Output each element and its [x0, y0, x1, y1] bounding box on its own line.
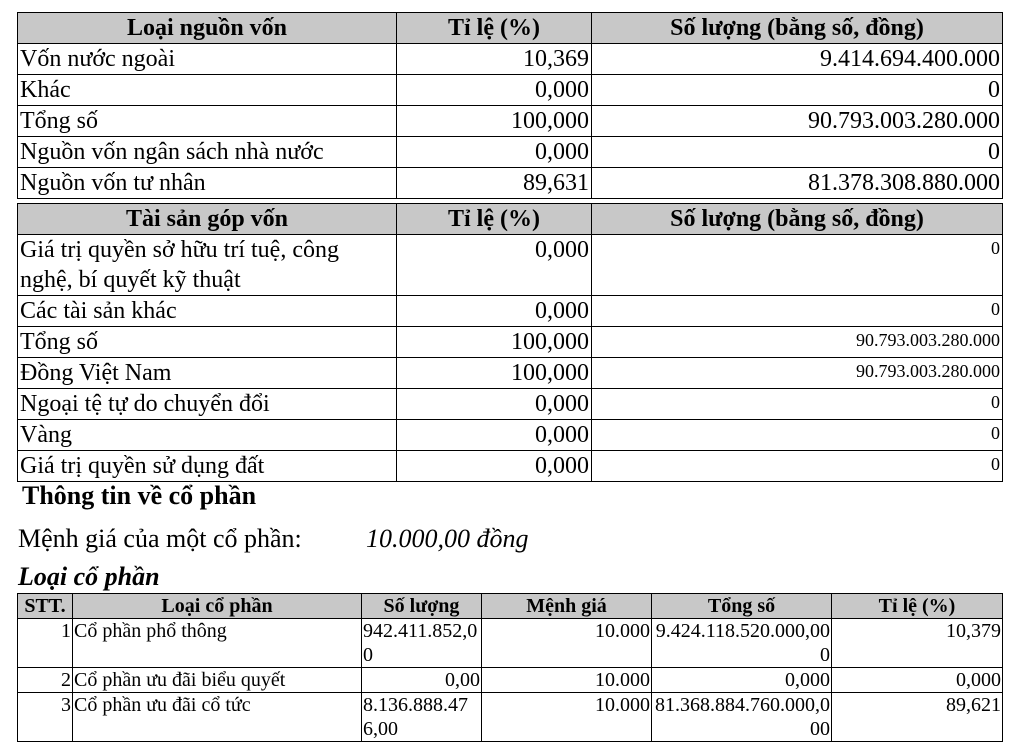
row-amount: 0 [592, 296, 1003, 327]
share-info-title: Thông tin về cổ phần [22, 481, 257, 510]
header-total: Tổng số [652, 594, 832, 619]
share-types-title: Loại cổ phần [18, 562, 160, 591]
table-header-row [18, 204, 1003, 235]
row-quantity: 8.136.888.476,00 [362, 693, 482, 742]
table-header-row [18, 594, 1003, 619]
contributed-assets-table [17, 203, 1003, 482]
row-name: Vàng [18, 420, 397, 451]
table-row [18, 389, 1003, 420]
row-name: Nguồn vốn tư nhân [18, 168, 397, 199]
row-ratio: 0,000 [397, 451, 592, 482]
header-ratio: Tỉ lệ (%) [832, 594, 1003, 619]
table-row [18, 44, 1003, 75]
header-amount: Số lượng (bằng số, đồng) [592, 204, 1003, 235]
row-name: Khác [18, 75, 397, 106]
row-name: Giá trị quyền sở hữu trí tuệ, công nghệ, bí quyết kỹ thuật [18, 235, 397, 296]
row-total: 81.368.884.760.000,000 [652, 693, 832, 742]
table-row [18, 619, 1003, 668]
table-row [18, 106, 1003, 137]
table-row [18, 296, 1003, 327]
table-row [18, 75, 1003, 106]
row-total: 9.424.118.520.000,000 [652, 619, 832, 668]
row-name: Cổ phần phổ thông [73, 619, 362, 668]
header-capital-type: Loại nguồn vốn [18, 13, 397, 44]
table-row [18, 168, 1003, 199]
row-name: Tổng số [18, 327, 397, 358]
par-value-label: Mệnh giá của một cổ phần: [18, 524, 302, 553]
header-share-type: Loại cổ phần [73, 594, 362, 619]
row-amount: 90.793.003.280.000 [592, 358, 1003, 389]
row-ratio: 0,000 [397, 420, 592, 451]
row-name: Nguồn vốn ngân sách nhà nước [18, 137, 397, 168]
table-row [18, 420, 1003, 451]
row-par: 10.000 [482, 619, 652, 668]
row-amount: 0 [592, 420, 1003, 451]
row-ratio: 0,000 [397, 75, 592, 106]
row-name: Vốn nước ngoài [18, 44, 397, 75]
header-stt: STT. [18, 594, 73, 619]
row-name: Ngoại tệ tự do chuyển đổi [18, 389, 397, 420]
par-value: 10.000,00 đồng [366, 524, 529, 553]
row-par: 10.000 [482, 668, 652, 693]
row-stt: 2 [18, 668, 73, 693]
row-total: 0,000 [652, 668, 832, 693]
row-ratio: 100,000 [397, 358, 592, 389]
table-row [18, 668, 1003, 693]
row-amount: 90.793.003.280.000 [592, 106, 1003, 137]
row-amount: 0 [592, 235, 1003, 296]
table-row [18, 358, 1003, 389]
table-row [18, 137, 1003, 168]
header-asset-type: Tài sản góp vốn [18, 204, 397, 235]
row-stt: 3 [18, 693, 73, 742]
capital-source-table [17, 12, 1003, 199]
row-amount: 0 [592, 137, 1003, 168]
row-quantity: 0,00 [362, 668, 482, 693]
table-row [18, 451, 1003, 482]
row-name: Tổng số [18, 106, 397, 137]
row-amount: 0 [592, 451, 1003, 482]
row-ratio: 0,000 [397, 296, 592, 327]
table-row [18, 693, 1003, 742]
header-amount: Số lượng (bằng số, đồng) [592, 13, 1003, 44]
header-quantity: Số lượng [362, 594, 482, 619]
row-amount: 81.378.308.880.000 [592, 168, 1003, 199]
header-ratio: Tỉ lệ (%) [397, 13, 592, 44]
row-ratio: 100,000 [397, 106, 592, 137]
row-ratio: 0,000 [397, 137, 592, 168]
row-par: 10.000 [482, 693, 652, 742]
row-stt: 1 [18, 619, 73, 668]
table-row [18, 235, 1003, 296]
row-ratio: 0,000 [397, 235, 592, 296]
header-ratio: Tỉ lệ (%) [397, 204, 592, 235]
header-par: Mệnh giá [482, 594, 652, 619]
row-ratio: 89,621 [832, 693, 1003, 742]
row-name: Các tài sản khác [18, 296, 397, 327]
row-ratio: 0,000 [397, 389, 592, 420]
row-amount: 90.793.003.280.000 [592, 327, 1003, 358]
row-ratio: 10,369 [397, 44, 592, 75]
row-ratio: 100,000 [397, 327, 592, 358]
row-name: Cổ phần ưu đãi cổ tức [73, 693, 362, 742]
table-row [18, 327, 1003, 358]
row-name: Đồng Việt Nam [18, 358, 397, 389]
row-name: Giá trị quyền sử dụng đất [18, 451, 397, 482]
row-amount: 0 [592, 75, 1003, 106]
row-quantity: 942.411.852,00 [362, 619, 482, 668]
row-amount: 9.414.694.400.000 [592, 44, 1003, 75]
table-header-row [18, 13, 1003, 44]
row-amount: 0 [592, 389, 1003, 420]
row-ratio: 0,000 [832, 668, 1003, 693]
row-ratio: 89,631 [397, 168, 592, 199]
row-ratio: 10,379 [832, 619, 1003, 668]
share-types-table [17, 593, 1003, 742]
row-name: Cổ phần ưu đãi biểu quyết [73, 668, 362, 693]
